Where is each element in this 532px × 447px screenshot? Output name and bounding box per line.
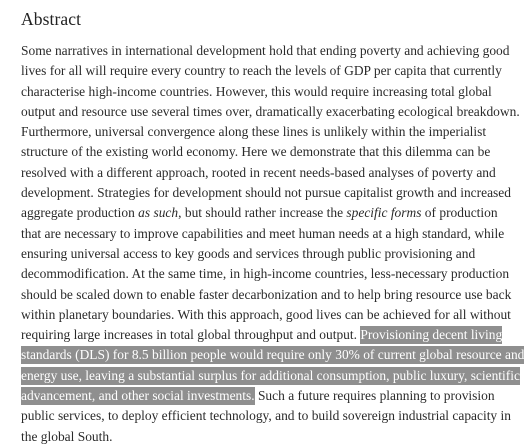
abstract-line	[21, 183, 522, 203]
abstract-line	[21, 325, 522, 345]
text-segment: Such a future requires planning to provision	[254, 388, 495, 404]
text-segment: resolved with a different approach, rooted in recent needs-based analyses of poverty and	[21, 164, 496, 180]
abstract-line	[21, 285, 522, 305]
abstract-line	[21, 406, 522, 426]
abstract-body	[21, 41, 525, 447]
text-segment: , but should rather increase the	[178, 205, 347, 221]
text-segment: of production	[421, 205, 498, 221]
abstract-line	[21, 244, 522, 264]
abstract-section	[21, 0, 525, 447]
text-segment: the global South.	[21, 428, 113, 444]
abstract-line	[21, 386, 522, 406]
text-segment: lives for all will require every country to reach the levels of GDP per capita that currently	[21, 63, 502, 79]
text-segment: output and resource use several times over, dramatically exacerbating ecological breakdown.	[21, 103, 520, 119]
text-segment: should be scaled down to enable faster decarbonization and to help bring resource use back	[21, 286, 512, 302]
emphasized-text: specific forms	[346, 205, 422, 221]
abstract-line	[21, 427, 522, 447]
abstract-line	[21, 366, 522, 386]
abstract-line	[21, 61, 522, 81]
abstract-line	[21, 82, 522, 102]
highlighted-text: advancement, and other social investments.	[21, 388, 255, 404]
abstract-line	[21, 41, 522, 61]
abstract-line	[21, 345, 525, 365]
abstract-line	[21, 224, 522, 244]
text-segment: that are necessary to improve capabilities and meet human needs at a high standard, while	[21, 225, 505, 241]
emphasized-text: as such	[138, 205, 179, 221]
text-segment: decommodification. At the same time, in high-income countries, less-necessary production	[21, 266, 510, 282]
text-segment: public services, to deploy efficient technology, and to build sovereign industrial capacity in	[21, 408, 511, 424]
abstract-line	[21, 264, 522, 284]
text-segment: Some narratives in international development hold that ending poverty and achieving good	[21, 43, 510, 58]
abstract-line	[21, 305, 522, 325]
text-segment: aggregate production	[21, 205, 139, 221]
abstract-line	[21, 122, 522, 142]
abstract-line	[21, 163, 522, 183]
highlighted-text: energy use, leaving a substantial surplus for additional consumption, public luxury, scientific	[21, 367, 520, 383]
text-segment: within planetary boundaries. With this approach, good lives can be achieved for all without	[21, 306, 511, 322]
abstract-heading: Abstract	[21, 9, 82, 29]
text-segment: ensuring universal access to key goods and services through public provisioning and	[21, 245, 476, 261]
highlighted-text: standards (DLS) for 8.5 billion people would require only 30% of current global resource and	[21, 347, 525, 363]
abstract-line	[21, 142, 522, 162]
text-segment: Furthermore, universal convergence along these lines is unlikely within the imperialist	[21, 124, 487, 140]
highlighted-text: Provisioning decent living	[360, 327, 503, 343]
text-segment: structure of the existing world economy. Here we demonstrate that this dilemma can be	[21, 144, 491, 160]
abstract-line	[21, 203, 522, 223]
text-segment: development. Strategies for development should not pursue capitalist growth and increased	[21, 185, 511, 201]
text-segment: requiring large increases in total global throughput and output.	[21, 327, 361, 343]
text-segment: characterise high-income countries. However, this would require increasing total global	[21, 83, 492, 99]
abstract-line	[21, 102, 522, 122]
